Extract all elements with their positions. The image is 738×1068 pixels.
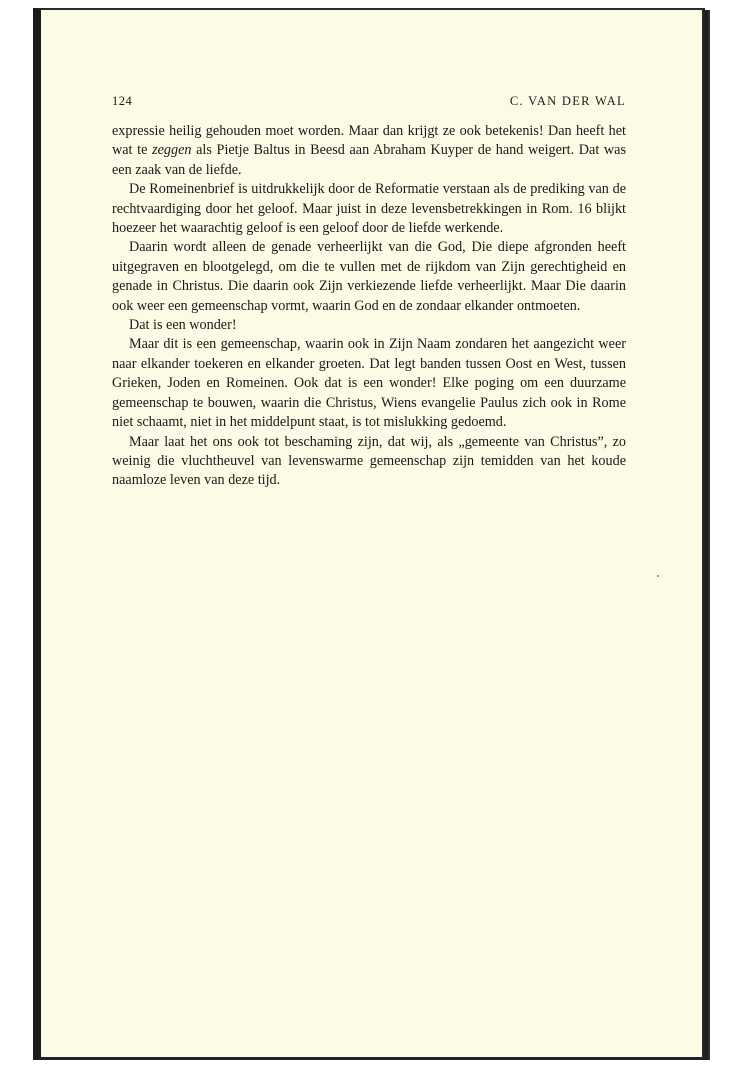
page-number: 124: [112, 94, 133, 108]
body-text: [112, 122, 626, 491]
paragraph-4: Dat is een wonder!: [129, 317, 237, 334]
paragraph-2: De Romeinenbrief is uitdrukkelijk door de Reformatie verstaan als de prediking van de rechtvaardiging door het geloof. Maar juist in deze levensbetrekkingen in Rom. 16 blijkt hoezeer het waarachtig geloof is een geloof door de liefde werkende.: [112, 181, 626, 237]
page-right-edge: [702, 10, 710, 1060]
emphasis-word: zeggen: [152, 142, 192, 159]
paragraph-3: Daarin wordt alleen de genade verheerlijkt van die God, Die diepe afgronden heeft uitgegraven en blootgelegd, om die te vullen met de rijkdom van Zijn gerechtigheid en genade in Christus. Die daarin ook Zijn verkiezende liefde verheerlijkt. Maar Die daarin ook weer een gemeenschap vormt, waarin God en de zondaar elkander ontmoeten.: [112, 239, 626, 314]
paragraph-1-text: expressie heilig gehouden moet worden. Maar dan krijgt ze ook betekenis! Dan heeft het wat te: [112, 123, 626, 159]
paragraph-6: Maar laat het ons ook tot beschaming zijn, dat wij, als „gemeente van Christus”, zo weinig die vluchtheuvel van levenswarme gemeenschap zijn temidden van het koude naamloze leven van deze tijd.: [112, 433, 626, 489]
paragraph-1-text-cont: als Pietje Baltus in Beesd aan Abraham Kuyper de hand weigert. Dat was een zaak van de liefde.: [112, 142, 626, 178]
paragraph-1: [112, 122, 626, 180]
running-head: [112, 94, 626, 110]
scan-speck: [657, 575, 659, 577]
running-head-author: C. VAN DER WAL: [509, 94, 626, 108]
paragraph-5: Maar dit is een gemeenschap, waarin ook in Zijn Naam zondaren het aangezicht weer naar elkander toekeren en elkander groeten. Dat legt banden tussen Oost en West, tussen Grieken, Joden en Romeinen. Ook dat is een wonder! Elke poging om een duurzame gemeenschap te bouwen, waarin die Christus, Wiens evangelie Paulus zich ook in Rome niet schaamt, niet in het middelpunt staat, is tot mislukking gedoemd.: [112, 336, 626, 431]
